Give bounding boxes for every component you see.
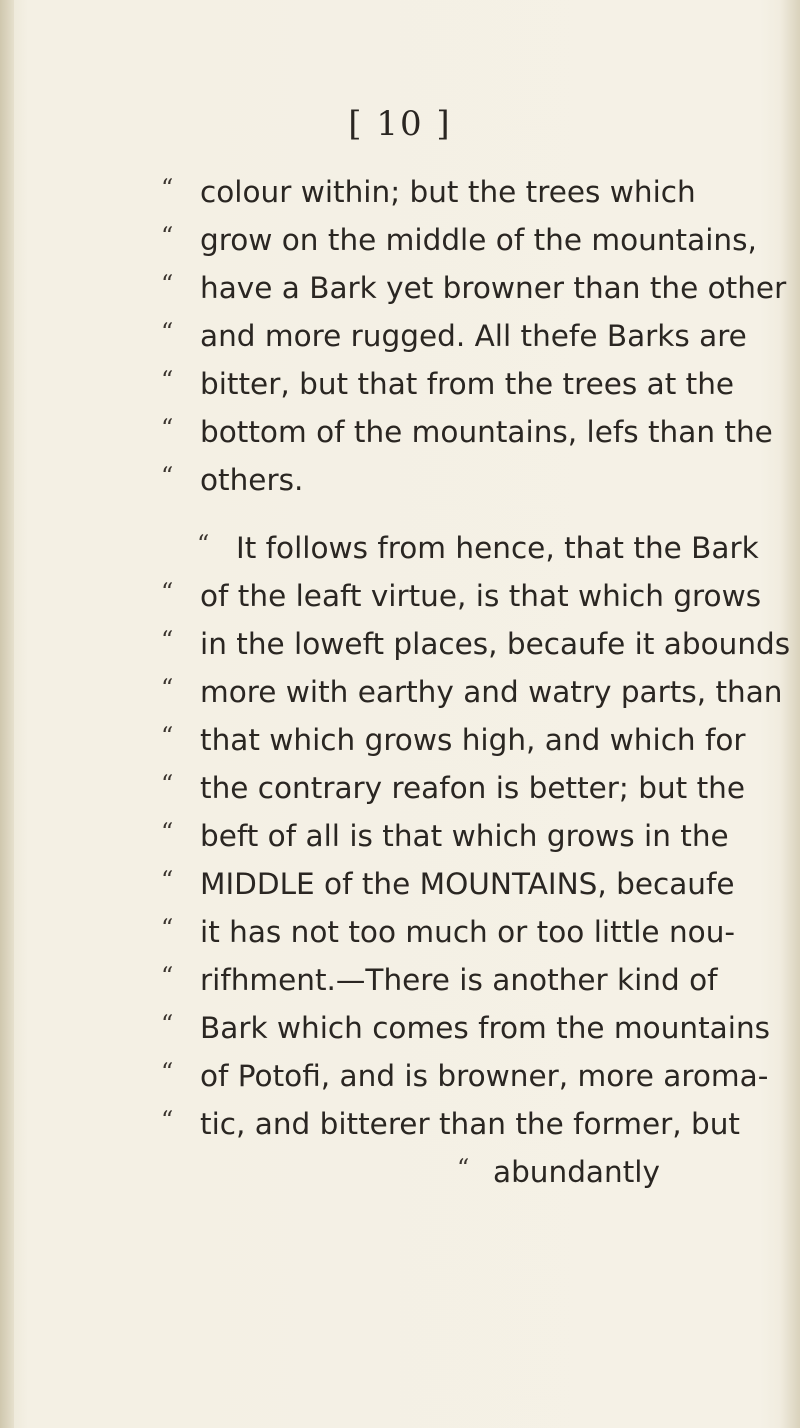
line-text: colour within; but the trees which	[200, 175, 696, 209]
line-text: that which grows high, and which for	[200, 723, 746, 757]
quote-mark: “	[161, 962, 174, 990]
quote-mark: “	[161, 818, 174, 846]
line-text: It follows from hence, that the Bark	[236, 531, 759, 565]
line-text: the contrary reafon is better; but the	[200, 771, 746, 805]
line-text: of the leaft virtue, is that which grows	[200, 579, 762, 613]
line-text: MIDDLE of the MOUNTAINS, becaufe	[200, 867, 735, 901]
text-line	[0, 524, 800, 572]
quote-mark: “	[161, 866, 174, 894]
quote-mark: “	[161, 722, 174, 750]
quote-mark: “	[161, 626, 174, 654]
text-line	[0, 456, 800, 504]
quote-mark: “	[161, 414, 174, 442]
text-line	[0, 264, 800, 312]
text-line	[0, 408, 800, 456]
quote-mark: “	[161, 462, 174, 490]
text-line	[0, 860, 800, 908]
text-line	[0, 572, 800, 620]
line-text: and more rugged. All thefe Barks are	[200, 319, 747, 353]
text-line	[0, 908, 800, 956]
line-text: in the loweft places, becaufe it abounds	[200, 627, 791, 661]
line-text: others.	[200, 463, 304, 497]
line-text: have a Bark yet browner than the other	[200, 271, 787, 305]
line-text: of Potofi, and is browner, more aroma-	[200, 1059, 769, 1093]
quote-mark: “	[161, 1106, 174, 1134]
text-line	[0, 1052, 800, 1100]
quote-mark: “	[161, 222, 174, 250]
quote-mark: “	[161, 674, 174, 702]
page-number: [ 10 ]	[348, 104, 452, 144]
line-text: rifhment.—There is another kind of	[200, 963, 718, 997]
quote-mark: “	[161, 318, 174, 346]
text-line	[0, 216, 800, 264]
catchword: abundantly	[493, 1155, 660, 1189]
line-text: bitter, but that from the trees at the	[200, 367, 735, 401]
paragraph-1	[0, 168, 800, 504]
text-line	[0, 764, 800, 812]
line-text: Bark which comes from the mountains	[200, 1011, 771, 1045]
quote-mark: “	[161, 1058, 174, 1086]
text-line	[0, 620, 800, 668]
quote-mark: “	[457, 1154, 470, 1182]
text-line	[0, 956, 800, 1004]
quote-mark: “	[161, 366, 174, 394]
quote-mark: “	[161, 578, 174, 606]
quote-mark: “	[161, 1010, 174, 1038]
text-line	[0, 668, 800, 716]
catchword-line	[0, 1148, 800, 1196]
line-text: more with earthy and watry parts, than	[200, 675, 783, 709]
line-text: grow on the middle of the mountains,	[200, 223, 757, 257]
text-line	[0, 312, 800, 360]
text-line	[0, 1100, 800, 1148]
quote-mark: “	[197, 530, 210, 558]
line-text: bottom of the mountains, lefs than the	[200, 415, 773, 449]
text-line	[0, 812, 800, 860]
text-line	[0, 360, 800, 408]
line-text: it has not too much or too little nou-	[200, 915, 736, 949]
paragraph-2	[0, 524, 800, 1196]
line-text: tic, and bitterer than the former, but	[200, 1107, 740, 1141]
quote-mark: “	[161, 174, 174, 202]
quote-mark: “	[161, 270, 174, 298]
line-text: beft of all is that which grows in the	[200, 819, 729, 853]
text-line	[0, 1004, 800, 1052]
text-line	[0, 716, 800, 764]
quote-mark: “	[161, 914, 174, 942]
text-line	[0, 168, 800, 216]
quote-mark: “	[161, 770, 174, 798]
